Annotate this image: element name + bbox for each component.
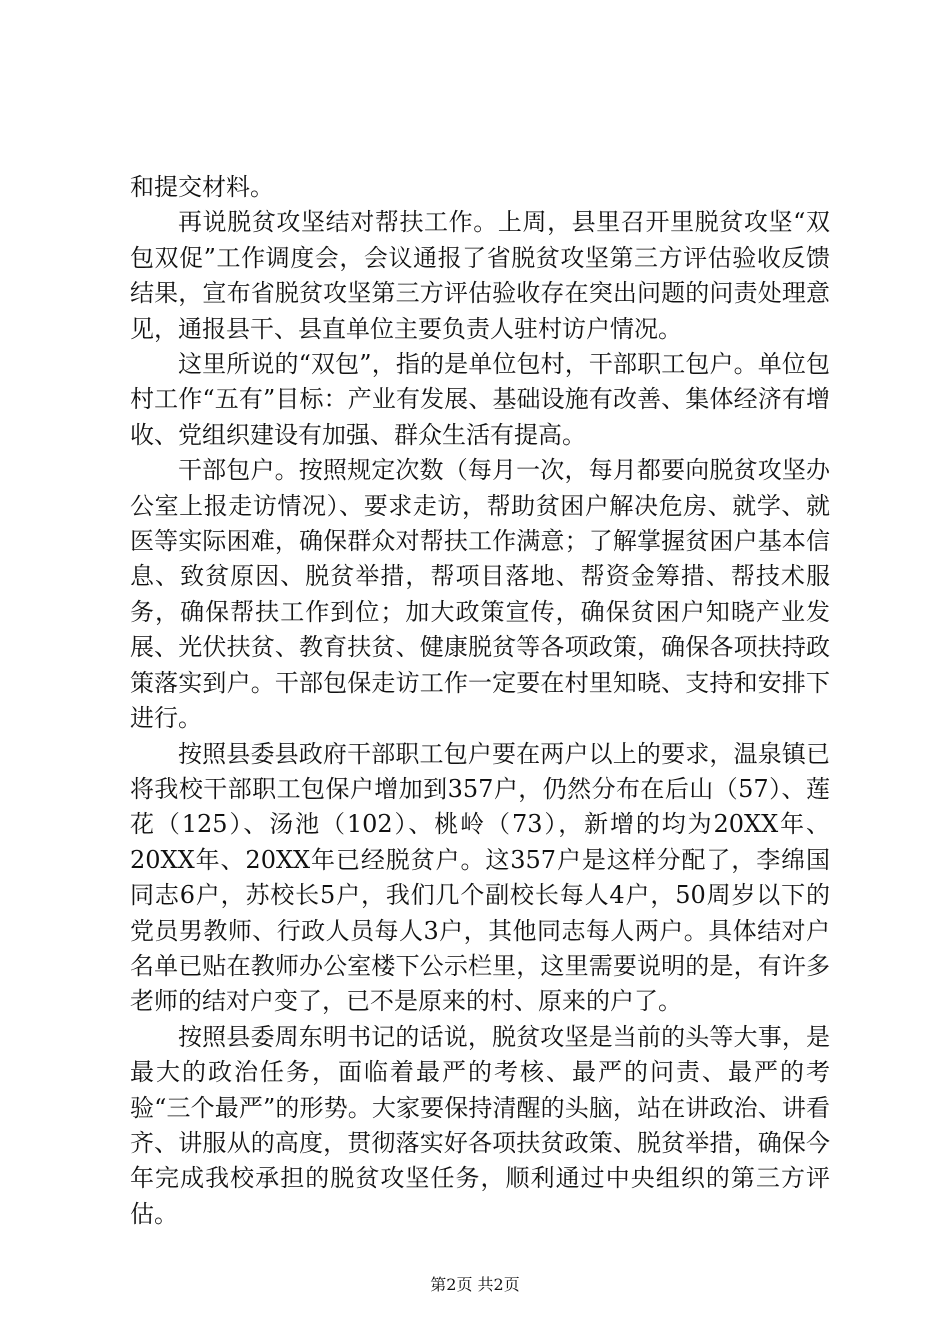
body-text xyxy=(130,170,830,1232)
paragraph: 按照县委周东明书记的话说，脱贫攻坚是当前的头等大事，是最大的政治任务，面临着最严的考核、最严的问责、最严的考验“三个最严”的形势。大家要保持清醒的头脑，站在讲政治、讲看齐、讲服从的高度，贯彻落实好各项扶贫政策、脱贫举措，确保今年完成我校承担的脱贫攻坚任务，顺利通过中央组织的第三方评估。 xyxy=(130,1022,830,1228)
paragraph: 干部包户。按照规定次数（每月一次，每月都要向脱贫攻坚办公室上报走访情况）、要求走访，帮助贫困户解决危房、就学、就医等实际困难，确保群众对帮扶工作满意；了解掌握贫困户基本信息、致贫原因、脱贫举措，帮项目落地、帮资金筹措、帮技术服务，确保帮扶工作到位；加大政策宣传，确保贫困户知晓产业发展、光伏扶贫、教育扶贫、健康脱贫等各项政策，确保各项扶持政策落实到户。干部包保走访工作一定要在村里知晓、支持和安排下进行。 xyxy=(130,456,830,733)
paragraph: 这里所说的“双包”，指的是单位包村，干部职工包户。单位包村工作“五有”目标：产业有发展、基础设施有改善、集体经济有增收、党组织建设有加强、群众生活有提高。 xyxy=(130,350,830,449)
page-number-footer: 第2页 共2页 xyxy=(430,1275,520,1294)
paragraph: 按照县委县政府干部职工包户要在两户以上的要求，温泉镇已将我校干部职工包保户增加到357户，仍然分布在后山（57）、莲花（125）、汤池（102）、桃岭（73），新增的均为20XX年、20XX年、20XX年已经脱贫户。这357户是这样分配了，李绵国同志6户，苏校长5户，我们几个副校长每人4户，50周岁以下的党员男教师、行政人员每人3户，其他同志每人两户。具体结对户名单已贴在教师办公室楼下公示栏里，这里需要说明的是，有许多老师的结对户变了，已不是原来的村、原来的户了。 xyxy=(130,739,830,1016)
paragraph: 和提交材料。 xyxy=(130,173,274,201)
paragraph: 再说脱贫攻坚结对帮扶工作。上周，县里召开里脱贫攻坚“双包双促”工作调度会，会议通报了省脱贫攻坚第三方评估验收反馈结果，宣布省脱贫攻坚第三方评估验收存在突出问题的问责处理意见，通报县干、县直单位主要负责人驻村访户情况。 xyxy=(130,208,830,343)
